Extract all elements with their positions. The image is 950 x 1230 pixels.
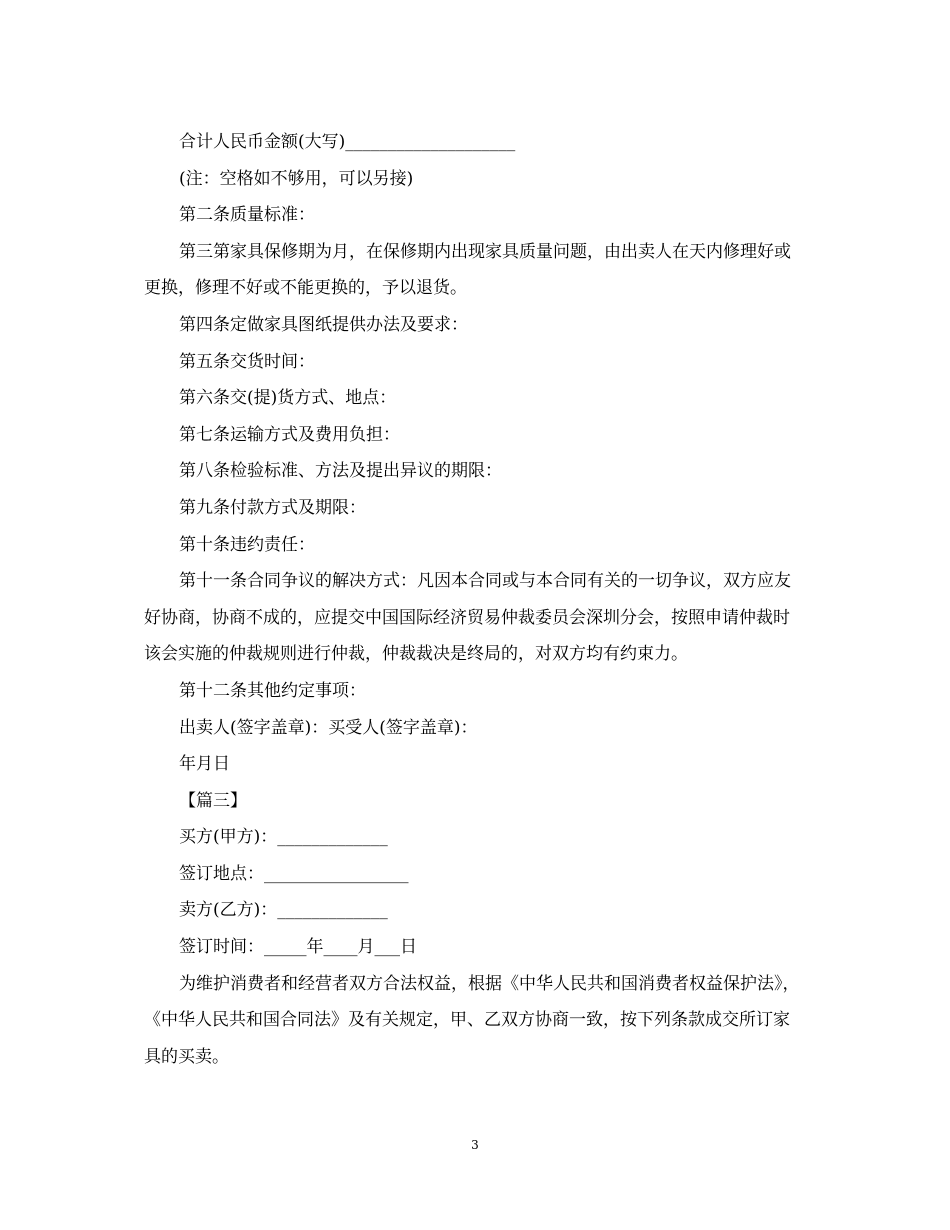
article-5-delivery-time: 第五条交货时间： [179, 351, 315, 372]
buyer-line: 买方(甲方)：_____________ [179, 827, 388, 848]
signing-time-line: 签订时间：_____年____月___日 [179, 937, 417, 958]
article-12-other: 第十二条其他约定事项： [179, 680, 366, 701]
article-8-inspection: 第八条检验标准、方法及提出异议的期限： [179, 461, 502, 482]
article-7-transport: 第七条运输方式及费用负担： [179, 424, 400, 445]
signature-line: 出卖人(签字盖章)：买受人(签字盖章)： [179, 717, 478, 738]
signing-place-line: 签订地点：_________________ [179, 863, 409, 884]
article-2-quality: 第二条质量标准： [179, 205, 315, 226]
article-9-payment: 第九条付款方式及期限： [179, 497, 366, 518]
note-line: (注：空格如不够用，可以另接) [179, 168, 414, 189]
article-6-delivery-method: 第六条交(提)货方式、地点： [179, 388, 397, 409]
article-3-warranty: 第三第家具保修期为月，在保修期内出现家具质量问题，由出卖人在天内修理好或更换，修理不好或不能更换的，予以退货。 [144, 241, 791, 299]
article-10-liability: 第十条违约责任： [179, 534, 315, 555]
page-number: 3 [471, 1138, 479, 1152]
section-heading: 【篇三】 [179, 790, 247, 811]
document-body [144, 124, 806, 1075]
article-11-disputes: 第十一条合同争议的解决方式：凡因本合同或与本合同有关的一切争议，双方应友好协商，协商不成的，应提交中国国际经济贸易仲裁委员会深圳分会，按照申请仲裁时该会实施的仲裁规则进行仲裁，仲裁裁决是终局的，对双方均有约束力。 [144, 571, 791, 665]
seller-line: 卖方(乙方)：_____________ [179, 900, 388, 921]
preamble-paragraph: 为维护消费者和经营者双方合法权益，根据《中华人民共和国消费者权益保护法》，《中华人民共和国合同法》及有关规定，甲、乙双方协商一致，按下列条款成交所订家具的买卖。 [144, 973, 800, 1067]
total-amount-line: 合计人民币金额(大写)____________________ [179, 132, 516, 152]
article-4-drawings: 第四条定做家具图纸提供办法及要求： [179, 314, 468, 335]
date-line: 年月日 [179, 754, 230, 775]
